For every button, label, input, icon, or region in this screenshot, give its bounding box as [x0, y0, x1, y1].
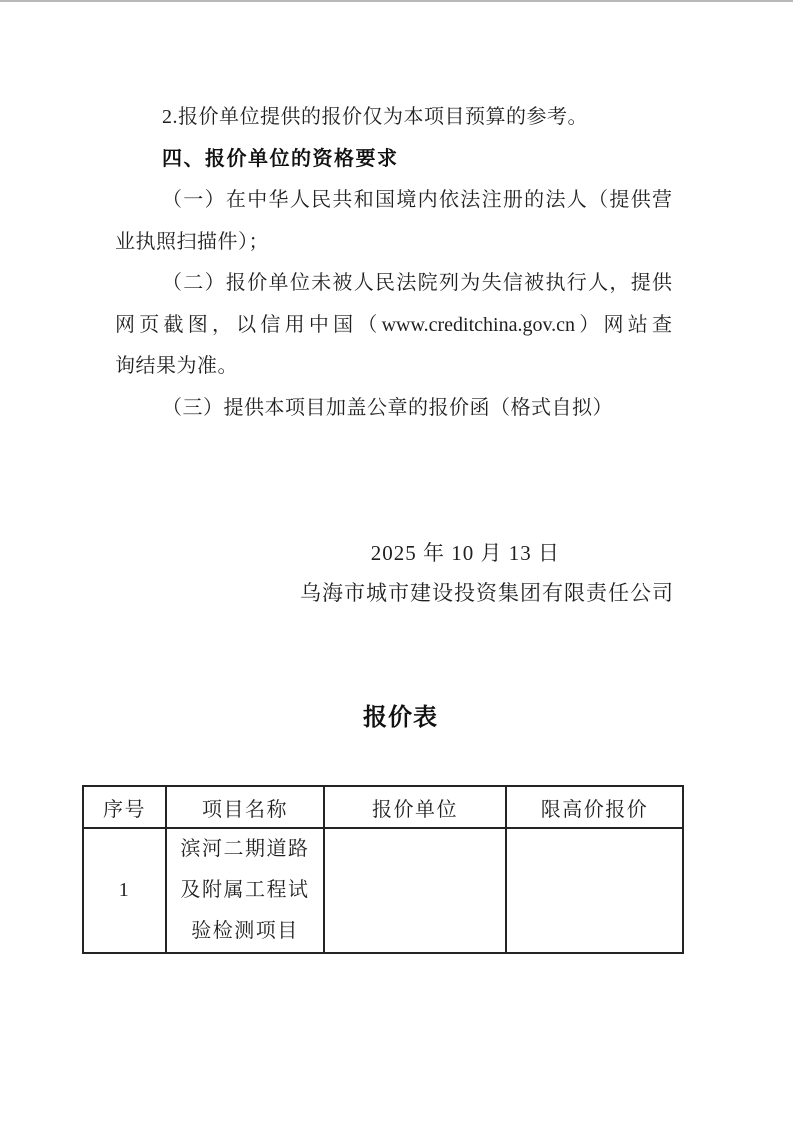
signature-date: 2025 年 10 月 13 日	[370, 541, 560, 565]
quotation-table-title: 报价表	[363, 704, 438, 731]
signature-company: 乌海市城市建设投资集团有限责任公司	[300, 581, 674, 605]
cell-seq: 1	[83, 828, 166, 953]
header-row	[83, 786, 683, 828]
signature-block	[0, 533, 793, 613]
paragraph-item-3: （三）提供本项目加盖公章的报价函（格式自拟）	[162, 396, 613, 419]
table-row	[83, 828, 683, 953]
project-name-line: 及附属工程试	[180, 879, 310, 901]
paragraph-budget-note: 2.报价单位提供的报价仅为本项目预算的参考。	[162, 106, 588, 128]
paragraph-item-1-line-1: （一）在中华人民共和国境内依法注册的法人（提供营	[162, 189, 672, 211]
quotation-table	[82, 785, 684, 954]
cell-max-price	[506, 828, 683, 953]
body-text-block	[115, 97, 672, 429]
cell-quote-unit	[324, 828, 506, 953]
paragraph-item-2-line-2: 网页截图，以信用中国（www.creditchina.gov.cn）网站查	[115, 313, 672, 336]
column-header-max-price: 限高价报价	[506, 786, 683, 828]
paragraph-item-2-line-3: 询结果为准。	[115, 355, 238, 377]
paragraph-item-1-line-2: 业执照扫描件）；	[115, 230, 269, 253]
scan-top-edge	[0, 0, 793, 2]
quotation-table-body	[83, 828, 683, 953]
section-heading-qualifications: 四、报价单位的资格要求	[162, 147, 399, 170]
column-header-project-name: 项目名称	[166, 786, 324, 828]
column-header-quote-unit: 报价单位	[324, 786, 506, 828]
paragraph-item-2-line-1: （二）报价单位未被人民法院列为失信被执行人，提供	[162, 272, 672, 294]
project-name-line: 验检测项目	[191, 920, 299, 942]
project-name-line: 滨河二期道路	[180, 838, 310, 860]
quotation-table-header	[83, 786, 683, 828]
cell-project-name	[166, 828, 324, 953]
column-header-seq: 序号	[83, 786, 166, 828]
